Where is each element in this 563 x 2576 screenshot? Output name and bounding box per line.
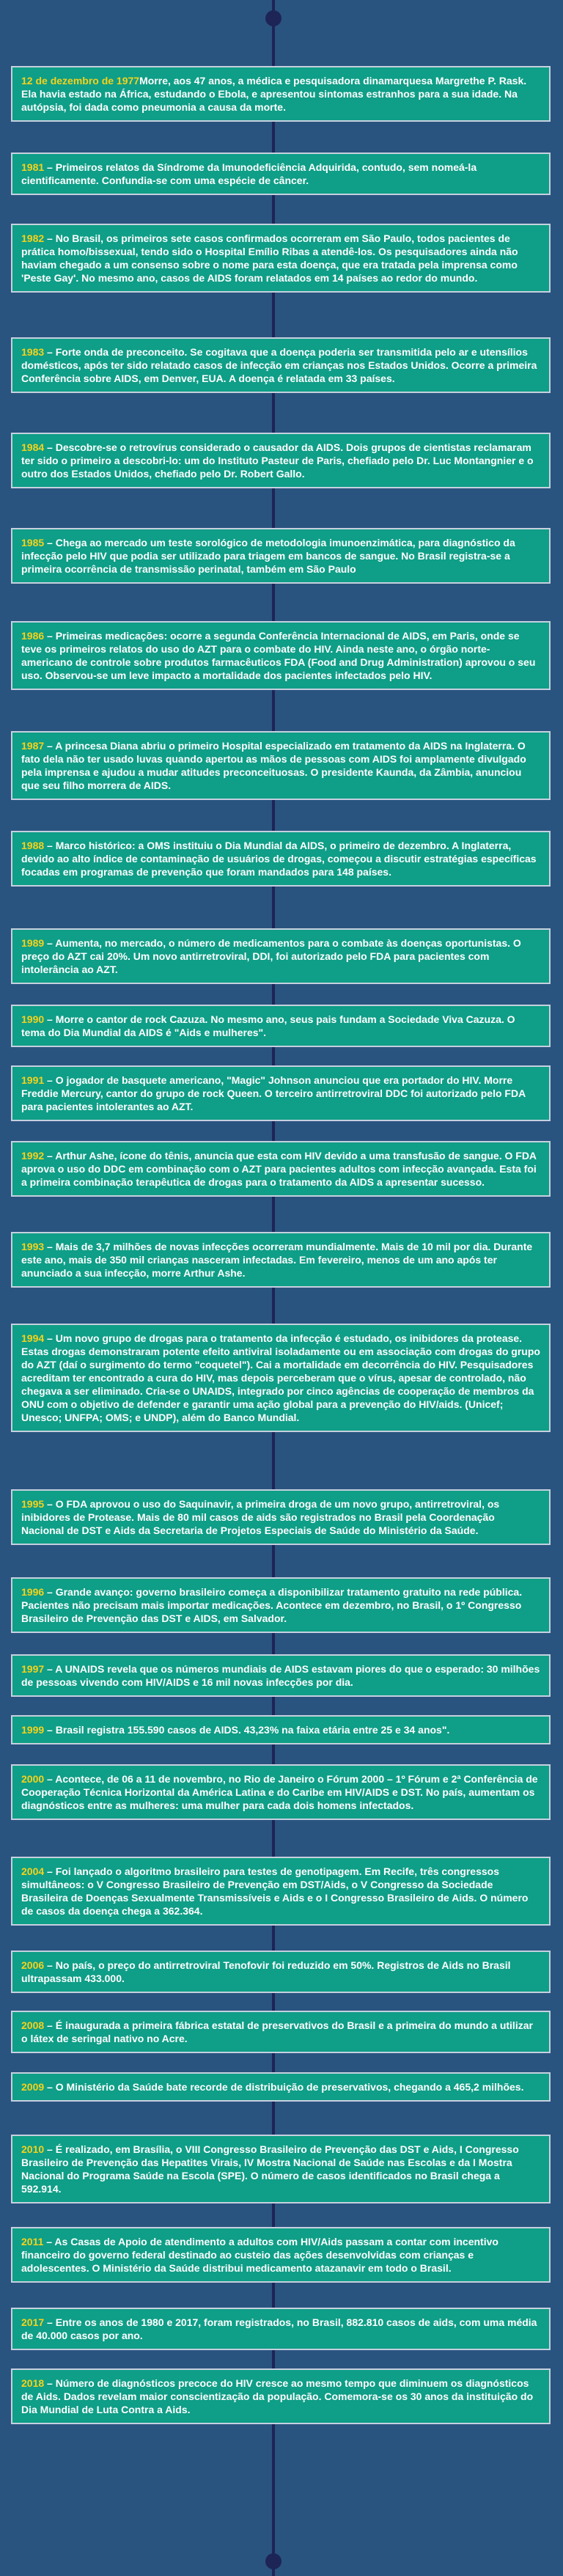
entry-year: 2008 <box>21 2019 45 2031</box>
timeline-entry-1977 <box>11 66 551 122</box>
entry-text: – A UNAIDS revela que os números mundiais de AIDS estavam piores do que o esperado: 30 milhões de pessoas vivendo com HIV/AIDS e 16 mil novas infecções por dia. <box>21 1663 540 1688</box>
timeline-entry-1997 <box>11 1654 551 1697</box>
timeline-entry-2018 <box>11 2368 551 2424</box>
entry-text: – Aumenta, no mercado, o número de medicamentos para o combate às doenças oportunistas. O preço do AZT cai 20%. Um novo antirretroviral, DDI, foi autorizado pelo FDA para pacientes com intolerância ao AZT. <box>21 937 521 975</box>
entry-text: – Descobre-se o retrovírus considerado o causador da AIDS. Dois grupos de cientistas reclamaram ter sido o primeiro a descobri-lo: um do Instituto Pasteur de Paris, chefiado pelo Dr. Luc Montangnier e o outro dos Estados Unidos, chefiado pelo Dr. Robert Gallo. <box>21 441 534 480</box>
timeline-entry-1984 <box>11 433 551 488</box>
timeline-entry-1981 <box>11 153 551 195</box>
entry-year: 1993 <box>21 1241 45 1252</box>
entry-year: 2000 <box>21 1773 45 1785</box>
entry-text: – Marco histórico: a OMS instituiu o Dia Mundial da AIDS, o primeiro de dezembro. A Inglaterra, devido ao alto índice de contaminação de usuários de drogas, começou a discutir estratégias específicas focadas em programas de prevenção que foram mandados para 148 países. <box>21 840 537 878</box>
entry-year: 1999 <box>21 1724 45 1736</box>
entry-text: – Um novo grupo de drogas para o tratamento da infecção é estudado, os inibidores da protease. Estas drogas demonstraram potente efeito antiviral isoladamente ou em associação com drogas do grupo do AZT (daí o surgimento do termo "coquetel"). Cai a mortalidade em decorrência do HIV. Pesquisadores acreditam ter encontrado a cura do HIV, mas depois perceberam que o vírus, apesar de controlado, não chegava a ser eliminado. Cria-se o UNAIDS, integrado por cinco agências de cooperação de membros da ONU com o objetivo de defender e garantir uma ação global para a prevenção do HIV/aids. (Unicef; Unesco; UNFPA; OMS; e UNDP), além do Banco Mundial. <box>21 1332 540 1423</box>
entry-text: – Mais de 3,7 milhões de novas infecções ocorreram mundialmente. Mais de 10 mil por dia. Durante este ano, mais de 350 mil crianças nasceram infectadas. Em fevereiro, menos de um ano após ter anunciado a sua infecção, morre Arthur Ashe. <box>21 1241 533 1279</box>
timeline-entry-2008 <box>11 2011 551 2053</box>
entry-year: 2018 <box>21 2377 45 2389</box>
timeline-entry-1983 <box>11 337 551 393</box>
timeline-entry-1988 <box>11 831 551 887</box>
entry-text: – É realizado, em Brasília, o VIII Congresso Brasileiro de Prevenção das DST e Aids, I Congresso Brasileiro de Prevenção das Hepatites Virais, IV Mostra Nacional de Saúde nas Escolas e da I Mostra Nacional do Programa Saúde na Escola (SPE). O número de casos identificados no Brasil chega a 592.914. <box>21 2143 519 2195</box>
entry-year: 1989 <box>21 937 45 949</box>
entry-year: 2006 <box>21 1959 45 1971</box>
entry-year: 1981 <box>21 161 45 173</box>
entry-text: – Chega ao mercado um teste sorológico de metodologia imunoenzimática, para diagnóstico da infecção pelo HIV que podia ser utilizado para triagem em bancos de sangue. No Brasil registra-se a primeira ocorrência de transmissão perinatal, também em São Paulo <box>21 537 515 575</box>
entry-text: – Entre os anos de 1980 e 2017, foram registrados, no Brasil, 882.810 casos de aids, com uma média de 40.000 casos por ano. <box>21 2316 537 2341</box>
entry-year: 1997 <box>21 1663 45 1675</box>
entry-year: 12 de dezembro de 1977 <box>21 75 140 87</box>
entry-year: 1995 <box>21 1498 45 1510</box>
entry-year: 2017 <box>21 2316 45 2328</box>
entry-year: 1987 <box>21 740 45 752</box>
timeline-entry-1982 <box>11 224 551 293</box>
entry-year: 2009 <box>21 2081 45 2093</box>
timeline-entry-1991 <box>11 1065 551 1121</box>
entry-text: – O jogador de basquete americano, "Magic" Johnson anunciou que era portador do HIV. Morre Freddie Mercury, cantor do grupo de rock Queen. O terceiro antirretroviral DDC foi autorizado pelo FDA para pacientes intolerantes ao AZT. <box>21 1074 526 1112</box>
entry-year: 1994 <box>21 1332 45 1344</box>
entry-year: 1988 <box>21 840 45 851</box>
timeline-entry-1986 <box>11 621 551 690</box>
entry-text: – Foi lançado o algoritmo brasileiro para testes de genotipagem. Em Recife, três congressos simultâneos: o V Congresso Brasileiro de Prevenção em DST/Aids, o V Congresso da Sociedade Brasileira de Doenças Sexualmente Transmissíveis e Aids e o I Congresso Brasileiro de Aids. O número de casos da doença chega a 362.364. <box>21 1865 529 1917</box>
entry-text: – Primeiros relatos da Síndrome da Imunodeficiência Adquirida, contudo, sem nomeá-la cientificamente. Confundia-se com uma espécie de câncer. <box>21 161 477 186</box>
entry-year: 1991 <box>21 1074 45 1086</box>
timeline-entry-2009 <box>11 2072 551 2102</box>
timeline-entry-2017 <box>11 2308 551 2350</box>
entry-text: – Acontece, de 06 a 11 de novembro, no Rio de Janeiro o Fórum 2000 – 1º Fórum e 2ª Conferência de Cooperação Técnica Horizontal da América Latina e do Caribe em HIV/AIDS e DST. No país, aumentam os diagnósticos entre as mulheres: uma mulher para cada dois homens infectados. <box>21 1773 538 1811</box>
timeline-entry-1999 <box>11 1715 551 1744</box>
entry-year: 1996 <box>21 1586 45 1598</box>
timeline-entry-1992 <box>11 1141 551 1197</box>
timeline-entry-1985 <box>11 528 551 584</box>
entry-text: – Brasil registra 155.590 casos de AIDS. 43,23% na faixa etária entre 25 e 34 anos". <box>44 1724 450 1736</box>
timeline-entry-2000 <box>11 1764 551 1820</box>
timeline-entry-1990 <box>11 1005 551 1047</box>
timeline-end-dot <box>265 2553 282 2569</box>
entry-text: – Arthur Ashe, ícone do tênis, anuncia que esta com HIV devido a uma transfusão de sangue. O FDA aprova o uso do DDC em combinação com o AZT para pacientes adultos com infecção avançada. Esta foi a primeira combinação terapêutica de drogas para o tratamento da AIDS a apresentar sucesso. <box>21 1150 537 1188</box>
timeline-start-dot <box>265 10 282 26</box>
timeline-entry-1993 <box>11 1232 551 1288</box>
timeline-entry-1989 <box>11 928 551 984</box>
timeline-entry-2011 <box>11 2227 551 2283</box>
timeline-entry-2010 <box>11 2135 551 2203</box>
entry-text: – Forte onda de preconceito. Se cogitava que a doença poderia ser transmitida pelo ar e utensílios domésticos, após ter sido relatado casos de infecção em crianças nos Estados Unidos. Ocorre a primeira Conferência sobre AIDS, em Denver, EUA. A doença é relatada em 33 países. <box>21 346 537 384</box>
entry-text: – Morre o cantor de rock Cazuza. No mesmo ano, seus pais fundam a Sociedade Viva Cazuza. O tema do Dia Mundial da AIDS é "Aids e mulheres". <box>21 1013 515 1038</box>
entry-text: – É inaugurada a primeira fábrica estatal de preservativos do Brasil e a primeira do mundo a utilizar o látex de seringal nativo no Acre. <box>21 2019 533 2044</box>
entry-text: – Grande avanço: governo brasileiro começa a disponibilizar tratamento gratuito na rede pública. Pacientes não precisam mais importar medicações. Acontece em dezembro, no Brasil, o 1º Congresso Brasileiro de Prevenção das DST e AIDS, em Salvador. <box>21 1586 523 1624</box>
entry-text: – No país, o preço do antirretroviral Tenofovir foi reduzido em 50%. Registros de Aids no Brasil ultrapassam 433.000. <box>21 1959 511 1984</box>
timeline-entry-1996 <box>11 1577 551 1633</box>
entry-year: 2011 <box>21 2236 44 2247</box>
timeline-entry-2004 <box>11 1857 551 1926</box>
entry-year: 1990 <box>21 1013 45 1025</box>
entry-text: – O Ministério da Saúde bate recorde de distribuição de preservativos, chegando a 465,2 milhões. <box>44 2081 524 2093</box>
entry-year: 1982 <box>21 232 45 244</box>
entry-year: 2004 <box>21 1865 45 1877</box>
entry-year: 1985 <box>21 537 45 548</box>
entry-text: – As Casas de Apoio de atendimento a adultos com HIV/Aids passam a contar com incentivo financeiro do governo federal destinado ao custeio das ações desenvolvidas com crianças e adolescentes. O Ministério da Saúde distribui medicamento atazanavir em todo o Brasil. <box>21 2236 498 2274</box>
entry-year: 1984 <box>21 441 45 453</box>
entry-text: Morre, aos 47 anos, a médica e pesquisadora dinamarquesa Margrethe P. Rask. Ela havia estado na África, estudando o Ebola, e apresentou sintomas estranhos para a sua idade. Na autópsia, foi dada como pneumonia a causa da morte. <box>21 75 527 113</box>
entry-year: 2010 <box>21 2143 45 2155</box>
entry-text: – Número de diagnósticos precoce do HIV cresce ao mesmo tempo que diminuem os diagnósticos de Aids. Dados revelam maior conscientização da população. Comemora-se os 30 anos da instituição do Dia Mundial de Luta Contra a Aids. <box>21 2377 534 2415</box>
timeline-entry-1994 <box>11 1324 551 1432</box>
timeline-entry-2006 <box>11 1951 551 1993</box>
timeline-entry-1995 <box>11 1489 551 1545</box>
entry-text: – A princesa Diana abriu o primeiro Hospital especializado em tratamento da AIDS na Inglaterra. O fato dela não ter usado luvas quando apertou as mãos de pessoas com AIDS foi amplamente divulgado pela imprensa e ajudou a mudar atitudes preconceituosas. O presidente Kaunda, da Zâmbia, anunciou que seu filho morrera de AIDS. <box>21 740 526 791</box>
entry-text: – Primeiras medicações: ocorre a segunda Conferência Internacional de AIDS, em Paris, onde se teve os primeiros relatos do uso do AZT para o combate do HIV. Ainda neste ano, o órgão norte-americano de controle sobre produtos farmacêuticos FDA (Food and Drug Administration) aprovou o seu uso. Observou-se um leve impacto a mortalidade dos pacientes infectados pelo HIV. <box>21 630 536 681</box>
entry-year: 1983 <box>21 346 45 358</box>
entry-text: – No Brasil, os primeiros sete casos confirmados ocorreram em São Paulo, todos pacientes de prática homo/bissexual, tendo sido o Hospital Emílio Ribas a atendê-los. Os pesquisadores ainda não haviam chegado a um consenso sobre o nome para esta doença, que era tratada pela imprensa como 'Peste Gay'. No mesmo ano, casos de AIDS foram relatados em 14 países ao redor do mundo. <box>21 232 518 284</box>
entry-year: 1986 <box>21 630 45 642</box>
entry-text: – O FDA aprovou o uso do Saquinavir, a primeira droga de um novo grupo, antirretroviral, os inibidores de Protease. Mais de 80 mil casos de aids são registrados no Brasil pela Coordenação Nacional de DST e Aids da Secretaria de Projetos Especiais de Saúde do Ministério da Saúde. <box>21 1498 500 1536</box>
entry-year: 1992 <box>21 1150 45 1162</box>
timeline-entry-1987 <box>11 731 551 800</box>
